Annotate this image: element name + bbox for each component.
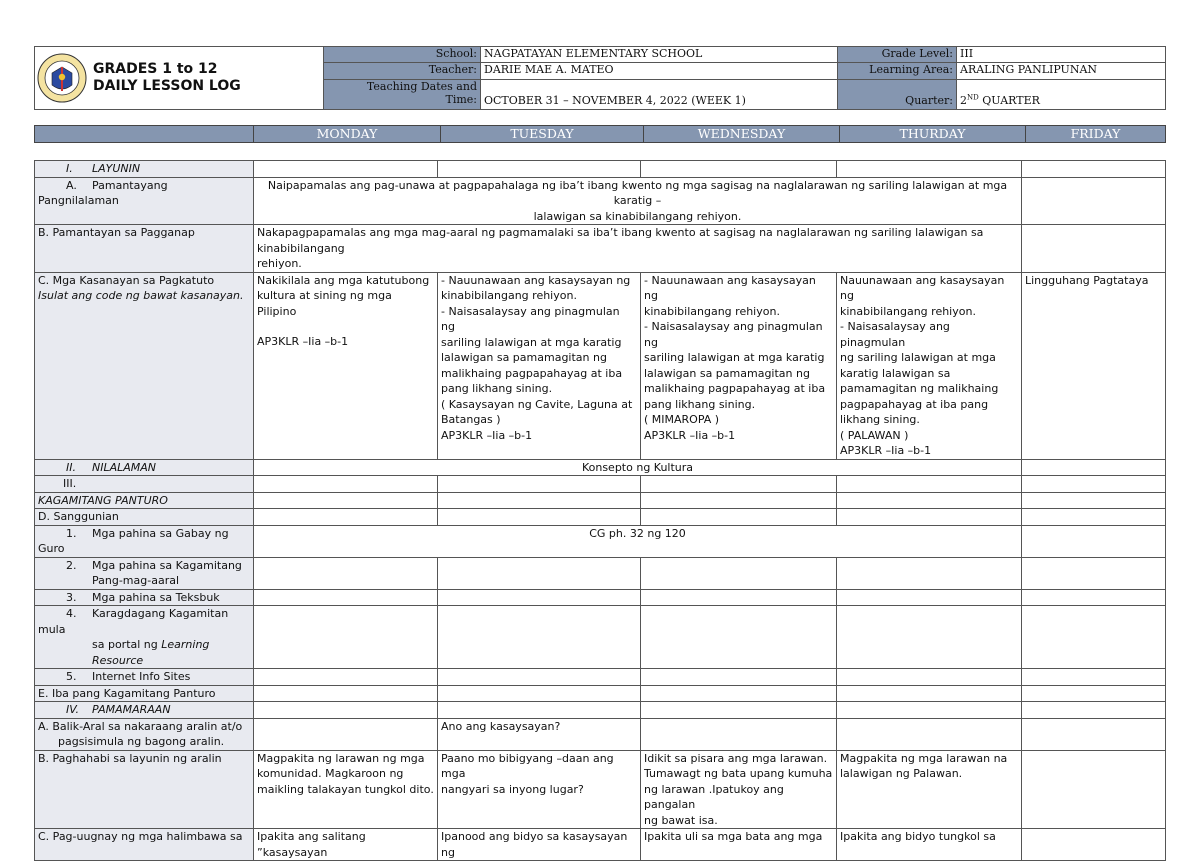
text-line: AP3KLR –Iia –b-1 — [644, 428, 736, 442]
text-line: maikling talakayan tungkol dito. — [257, 782, 434, 796]
nilalaman-num: II. — [66, 460, 76, 474]
wednesday-pag-uugnay: Ipakita uli sa mga bata ang mga — [641, 829, 837, 861]
table-row — [35, 685, 1166, 702]
text-line: lalawigan sa pamamagitan ng — [441, 351, 607, 364]
text-line: Idikit sa pisara ang mga larawan. — [644, 751, 828, 765]
internet-info-sites — [35, 669, 254, 686]
item-label: Internet Info Sites — [92, 670, 191, 683]
iba-pang-kagamitang-panturo: E. Iba pang Kagamitang Panturo — [35, 685, 254, 702]
monday-pag-uugnay: Ipakita ang salitang ”kasaysayan — [254, 829, 438, 861]
wednesday-kasanayan — [641, 272, 837, 459]
grade-level-value: III — [957, 47, 1166, 63]
table-row — [35, 702, 1166, 719]
grade-level-label: Grade Level: — [838, 47, 957, 63]
text-line: malikhaing pagpapahayag at iba — [441, 366, 623, 380]
dates-label — [324, 79, 481, 110]
item-num: 5. — [66, 670, 77, 683]
dates-value: OCTOBER 31 – NOVEMBER 4, 2022 (WEEK 1) — [481, 79, 838, 110]
quarter-suffix: ND — [967, 93, 979, 102]
table-row — [35, 829, 1166, 861]
table-row — [35, 557, 1166, 589]
tuesday-pag-uugnay: Ipanood ang bidyo sa kasaysayan ng — [438, 829, 641, 861]
text-line: kinabibilangang rehiyon. — [840, 304, 976, 318]
layunin-heading — [35, 161, 254, 178]
table-row — [35, 509, 1166, 526]
pamamaraan-heading — [35, 702, 254, 719]
day-tuesday: TUESDAY — [441, 126, 644, 143]
day-friday: FRIDAY — [1026, 126, 1166, 143]
thursday-pag-uugnay: Ipakita ang bidyo tungkol sa — [837, 829, 1022, 861]
table-row — [35, 525, 1166, 557]
dates-label-line-2: Time: — [445, 92, 477, 106]
text-line: malikhaing pagpapahayag at iba — [644, 382, 826, 395]
text-line: ng bawat isa. — [644, 813, 718, 827]
text-line: AP3KLR –Iia –b-1 — [257, 335, 349, 348]
teksbuk — [35, 589, 254, 606]
nilalaman-heading — [35, 459, 254, 476]
kasanayan-sa-pagkatuto — [35, 272, 254, 459]
text-line: Tumawagt ng bata upang kumuha — [644, 767, 833, 780]
table-row — [35, 459, 1166, 476]
paghahabi: B. Paghahabi sa layunin ng aralin — [35, 750, 254, 829]
table-row — [35, 589, 1166, 606]
pamantayan-sa-pagganap: B. Pamantayan sa Pagganap — [35, 225, 254, 273]
balik-aral — [35, 718, 254, 750]
text-line: pang likhang sining. — [441, 382, 553, 395]
dates-label-line-1: Teaching Dates and — [366, 79, 477, 93]
kagamitang-pang-mag-aaral — [35, 557, 254, 589]
kasanayan-label: C. Mga Kasanayan sa Pagkatuto — [38, 273, 215, 287]
text-line: kultura at sining ng mga Pilipino — [257, 289, 392, 318]
text-line: - Naisasalaysay ang pinagmulan — [840, 320, 950, 349]
text-line: ng larawan .Ipatukoy ang pangalan — [644, 782, 784, 811]
text-line: komunidad. Magkaroon ng — [257, 767, 404, 780]
friday-kasanayan: Lingguhang Pagtataya — [1022, 272, 1166, 459]
tuesday-kasanayan — [438, 272, 641, 459]
text-line: pang likhang sining. — [644, 397, 756, 411]
text-line: karatig lalawigan sa — [840, 366, 951, 380]
text-line: ng sariling lalawigan at mga — [840, 351, 996, 364]
item-num: 3. — [66, 590, 77, 604]
header-table — [34, 46, 1166, 110]
text-line: AP3KLR –Iia –b-1 — [441, 428, 533, 442]
teacher-value: DARIE MAE A. MATEO — [481, 63, 838, 79]
item-label: Mga pahina sa Teksbuk — [92, 590, 220, 604]
item-label: Mga pahina sa Kagamitang — [92, 558, 242, 572]
item-num: 2. — [66, 558, 77, 572]
item-num: A. — [66, 178, 77, 192]
quarter-number: 2 — [960, 94, 967, 107]
gabay-ng-guro — [35, 525, 254, 557]
table-row — [35, 492, 1166, 509]
text-line: sariling lalawigan at mga karatig — [644, 351, 825, 364]
table-row — [35, 669, 1166, 686]
pamantayan-sa-pagganap-text — [254, 225, 1022, 273]
kasanayan-note: Isulat ang code ng bawat kasanayan. — [38, 289, 244, 302]
day-monday: MONDAY — [254, 126, 441, 143]
item-label: Mga pahina sa Gabay ng Guro — [38, 526, 229, 555]
deped-seal-icon — [37, 53, 87, 103]
table-row — [35, 225, 1166, 273]
quarter-word: QUARTER — [978, 94, 1040, 107]
text-line: pamamagitan ng malikhaing — [840, 382, 999, 395]
table-row — [35, 606, 1166, 669]
pamantayang-pangnilalaman-text — [254, 177, 1022, 225]
learning-area-label: Learning Area: — [838, 63, 957, 79]
nilalaman-label: NILALAMAN — [92, 460, 157, 474]
learning-area-value: ARALING PANLIPUNAN — [957, 63, 1166, 79]
table-row — [35, 718, 1166, 750]
text-line: ( MIMAROPA ) — [644, 413, 720, 426]
text-line: lalawigan sa kinabibilangang rehiyon. — [533, 209, 742, 223]
day-thursday: THURDAY — [840, 126, 1026, 143]
pamantayang-pangnilalaman — [35, 177, 254, 225]
thursday-paghahabi — [837, 750, 1022, 829]
item-label-cont: sa portal ng — [92, 638, 162, 651]
text-line: lalawigan ng Palawan. — [840, 767, 963, 780]
quarter-value — [957, 79, 1166, 110]
pag-uugnay: C. Pag-uugnay ng mga halimbawa sa — [35, 829, 254, 861]
table-row — [35, 750, 1166, 829]
text-line: kinabibilangang rehiyon. — [441, 289, 577, 302]
text-line: Batangas ) — [441, 413, 501, 426]
text-line: pagsisimula ng bagong aralin. — [58, 735, 225, 748]
text-line: nangyari sa inyong lugar? — [441, 782, 584, 796]
text-line: rehiyon. — [257, 257, 302, 270]
text-line: - Nauunawaan ang kasaysayan ng — [644, 273, 816, 302]
tuesday-balik-aral: Ano ang kasaysayan? — [438, 718, 641, 750]
monday-paghahabi — [254, 750, 438, 829]
wednesday-paghahabi — [641, 750, 837, 829]
lesson-log-table — [34, 160, 1166, 861]
table-row — [35, 476, 1166, 493]
pamamaraan-num: IV. — [66, 703, 80, 716]
layunin-num: I. — [66, 162, 73, 175]
item-label-cont: Pang-mag-aaral — [92, 574, 180, 587]
table-row — [35, 272, 1166, 459]
text-line: ( PALAWAN ) — [840, 428, 909, 442]
section-iii: III. — [35, 476, 254, 493]
text-line: likhang sining. — [840, 413, 920, 426]
header-title-cell — [35, 47, 324, 110]
item-label-italic: Learning — [161, 638, 210, 651]
text-line: Naipapamalas ang pag-unawa at pagpapahalaga ng iba’t ibang kwento ng mga sagisag na naglalarawan ng sariling lalawigan at mga karatig – — [267, 178, 1008, 207]
text-line: sariling lalawigan at mga karatig — [441, 335, 622, 349]
tuesday-paghahabi — [438, 750, 641, 829]
layunin-label: LAYUNIN — [92, 162, 141, 175]
text-line: Magpakita ng mga larawan na — [840, 751, 1008, 765]
text-line: - Naisasalaysay ang pinagmulan ng — [644, 320, 823, 349]
table-row — [35, 177, 1166, 225]
thursday-kasanayan — [837, 272, 1022, 459]
days-blank-cell — [35, 126, 254, 143]
day-wednesday: WEDNESDAY — [644, 126, 840, 143]
teacher-label: Teacher: — [324, 63, 481, 79]
text-line: lalawigan sa pamamagitan ng — [644, 366, 810, 380]
text-line: ( Kasaysayan ng Cavite, Laguna at — [441, 397, 633, 411]
days-header — [34, 125, 1166, 143]
text-line: A. Balik-Aral sa nakaraang aralin at/o — [38, 719, 243, 733]
text-line: kinabibilangang rehiyon. — [644, 304, 780, 318]
pamamaraan-label: PAMAMARAAN — [92, 703, 171, 716]
school-label: School: — [324, 47, 481, 63]
sanggunian: D. Sanggunian — [35, 509, 254, 526]
kagamitang-panturo: KAGAMITANG PANTURO — [35, 492, 254, 509]
item-label: Karagdagang Kagamitan mula — [38, 607, 229, 636]
text-line: - Nauunawaan ang kasaysayan ng — [441, 273, 631, 287]
text-line: AP3KLR –Iia –b-1 — [840, 444, 932, 457]
text-line: Nauunawaan ang kasaysayan ng — [840, 273, 1005, 302]
title-line-2: DAILY LESSON LOG — [93, 78, 241, 94]
text-line: Nakapagpapamalas ang mga mag-aaral ng pagmamalaki sa iba’t ibang kwento at sagisag na naglalarawan ng sariling lalawigan sa kinabibilangang — [257, 226, 984, 255]
text-line: Nakikilala ang mga katutubong — [257, 273, 430, 287]
nilalaman-text: Konsepto ng Kultura — [254, 459, 1022, 476]
text-line: pagpapahayag at iba pang — [840, 397, 989, 411]
item-label: Pamantayang Pangnilalaman — [38, 178, 168, 207]
quarter-label: Quarter: — [838, 79, 957, 110]
item-label-italic: Resource — [92, 653, 144, 667]
text-line: Magpakita ng larawan ng mga — [257, 751, 425, 765]
table-row — [35, 161, 1166, 178]
monday-kasanayan — [254, 272, 438, 459]
title-line-1: GRADES 1 to 12 — [93, 61, 218, 77]
text-line: Paano mo bibigyang –daan ang mga — [441, 751, 614, 780]
gabay-ng-guro-text: CG ph. 32 ng 120 — [254, 525, 1022, 557]
text-line: - Naisasalaysay ang pinagmulan ng — [441, 304, 620, 333]
karagdagang-kagamitan — [35, 606, 254, 669]
school-value: NAGPATAYAN ELEMENTARY SCHOOL — [481, 47, 838, 63]
item-num: 4. — [66, 607, 77, 620]
item-num: 1. — [66, 526, 77, 540]
